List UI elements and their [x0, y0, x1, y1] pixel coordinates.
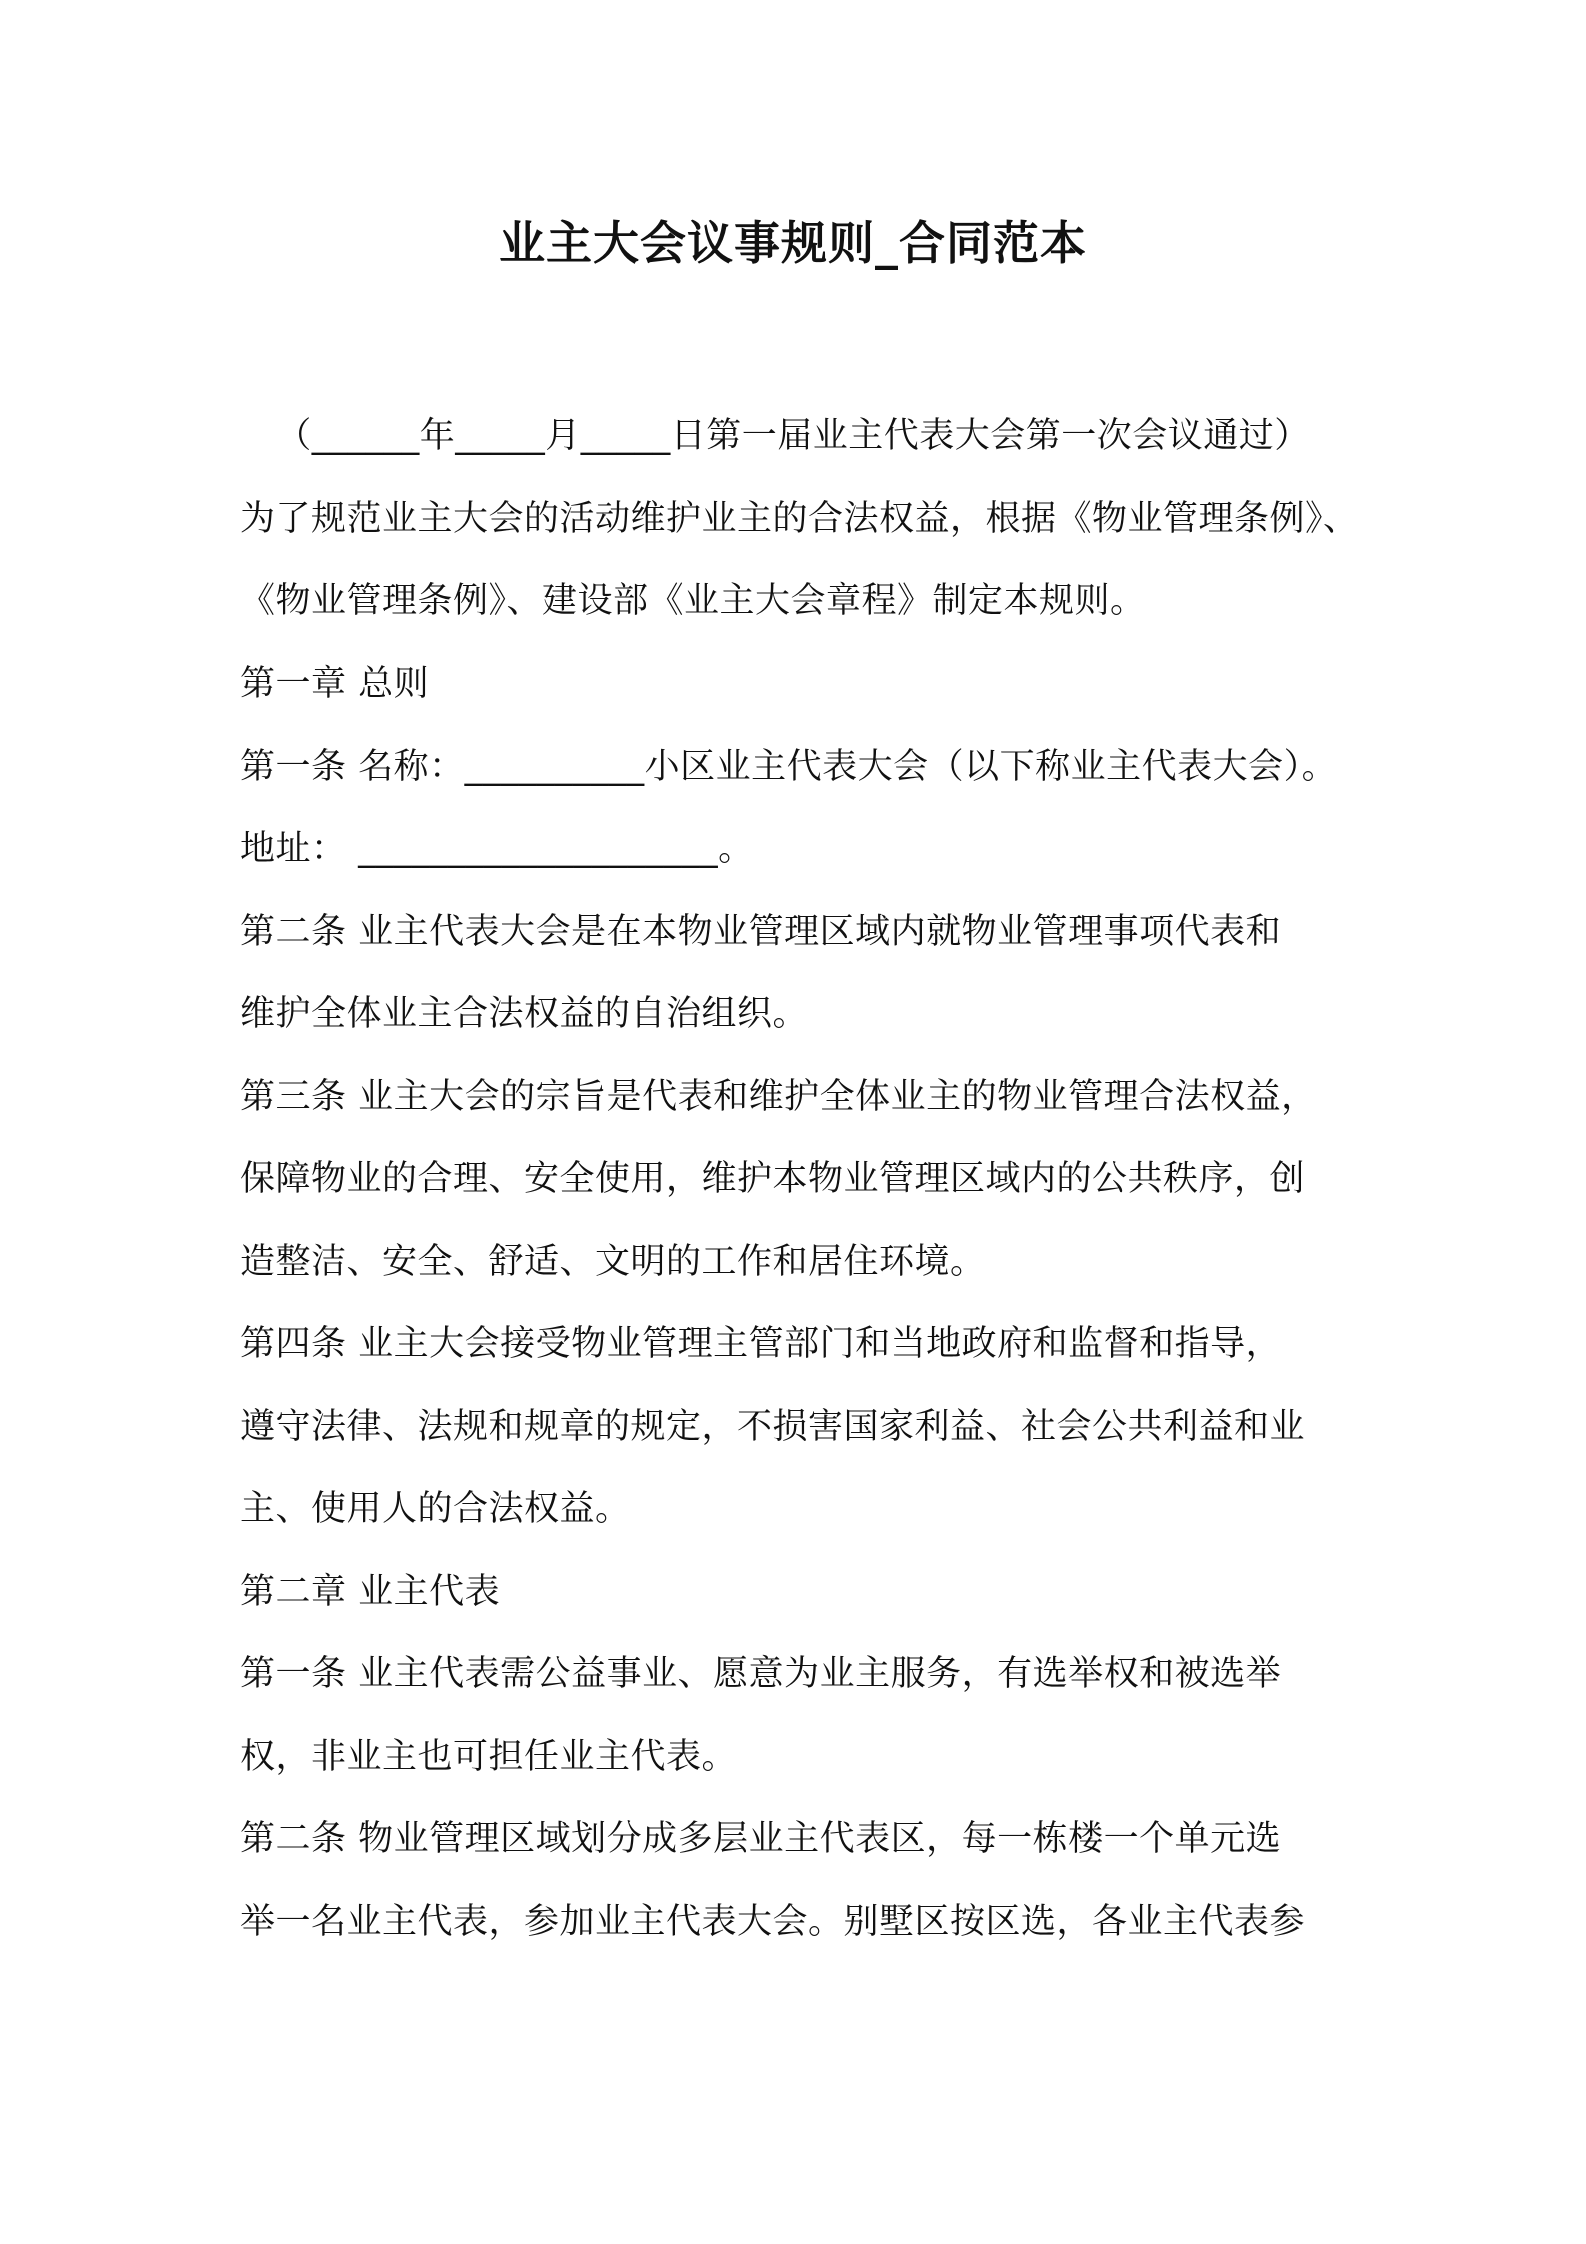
paragraph-line: 第四条 业主大会接受物业管理主管部门和当地政府和监督和指导，	[240, 1324, 1282, 1364]
paragraph-line: 举一名业主代表，参加业主代表大会。别墅区按区选，各业主代表参	[240, 1902, 1306, 1942]
paragraph-line: 地址： ____________________。	[240, 829, 754, 869]
paragraph-line: 第一条 业主代表需公益事业、愿意为业主服务，有选举权和被选举	[240, 1654, 1282, 1694]
paragraph-line: 第二条 物业管理区域划分成多层业主代表区，每一栋楼一个单元选	[240, 1819, 1282, 1859]
paragraph-line: 第二条 业主代表大会是在本物业管理区域内就物业管理事项代表和	[240, 912, 1282, 952]
document-title: 业主大会议事规则_合同范本	[499, 216, 1087, 270]
paragraph-line: 第一条 名称：__________小区业主代表大会（以下称业主代表大会）。	[240, 747, 1338, 787]
paragraph-line: 保障物业的合理、安全使用，维护本物业管理区域内的公共秩序，创	[240, 1159, 1306, 1199]
chapter-heading: 第一章 总则	[240, 664, 430, 704]
paragraph-line: 主、使用人的合法权益。	[240, 1489, 631, 1529]
adoption-note: （______年_____月_____日第一届业主代表大会第一次会议通过）	[276, 416, 1310, 456]
paragraph-line: 《物业管理条例》、建设部《业主大会章程》制定本规则。	[240, 581, 1146, 621]
paragraph-line: 维护全体业主合法权益的自治组织。	[240, 994, 809, 1034]
paragraph-line: 权，非业主也可担任业主代表。	[240, 1737, 738, 1777]
chapter-heading: 第二章 业主代表	[240, 1572, 501, 1612]
paragraph-line: 为了规范业主大会的活动维护业主的合法权益，根据《物业管理条例》、	[240, 499, 1359, 539]
paragraph-line: 第三条 业主大会的宗旨是代表和维护全体业主的物业管理合法权益，	[240, 1077, 1317, 1117]
paragraph-line: 造整洁、安全、舒适、文明的工作和居住环境。	[240, 1242, 986, 1282]
paragraph-line: 遵守法律、法规和规章的规定，不损害国家利益、社会公共利益和业	[240, 1407, 1306, 1447]
